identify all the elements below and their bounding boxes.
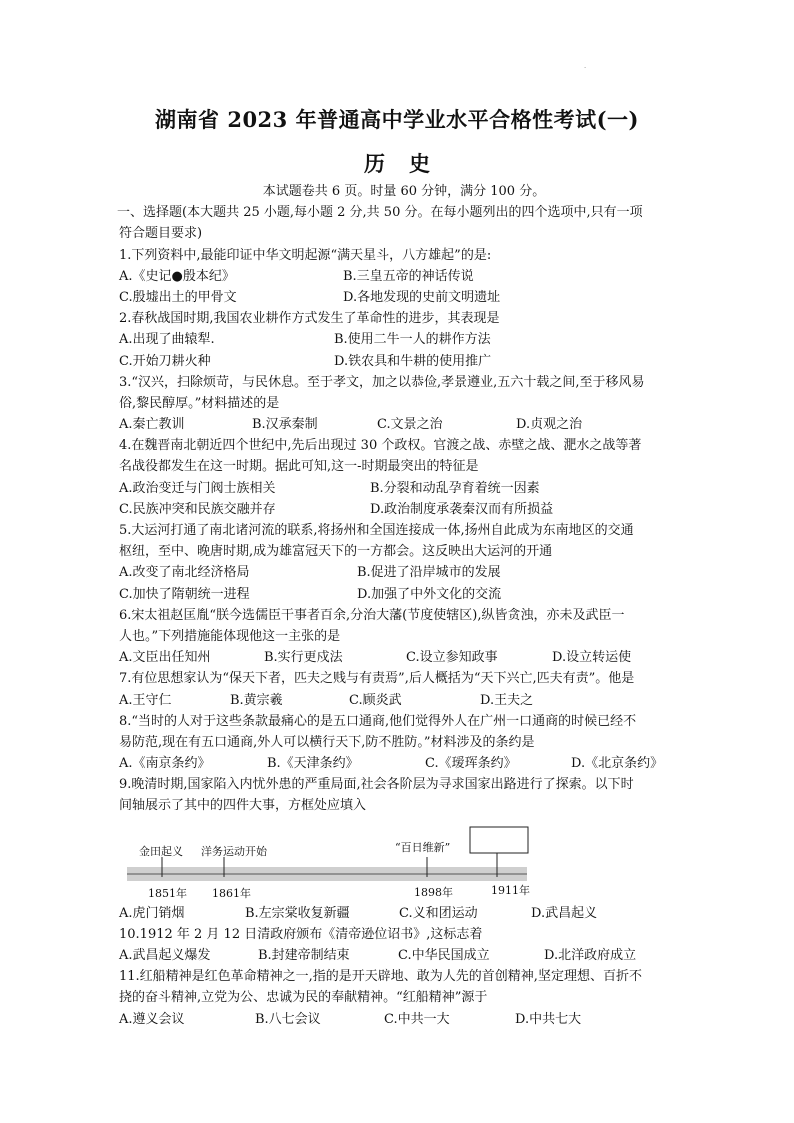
option-c[interactable]: C.义和团运动 [399, 905, 478, 921]
option-row [119, 690, 689, 711]
option-c[interactable]: C.开始刀耕火种 [119, 353, 211, 369]
event-jintian: 金田起义 [139, 844, 183, 858]
option-d[interactable]: D.铁农具和牛耕的使用推广 [334, 353, 492, 369]
question-stem: 8.“当时的人对于这些条款最痛心的是五口通商,他们觉得外人在广州一口通商的时候已经不 [119, 713, 637, 729]
option-row [119, 903, 689, 924]
option-row [119, 945, 689, 966]
question-stem-cont: 挠的奋斗精神,立党为公、忠诚为民的奉献精神。“红船精神”源于 [119, 990, 488, 1006]
option-b[interactable]: B.分裂和动乱孕育着统一因素 [370, 480, 540, 496]
question-stem: 7.有位思想家认为“保天下者，匹夫之贱与有责焉”,后人概括为“天下兴亡,匹夫有责”。他是 [119, 671, 635, 687]
option-b[interactable]: B.三皇五帝的神话传说 [343, 268, 474, 284]
question-stem: 4.在魏晋南北朝近四个世纪中,先后出现过 30 个政权。官渡之战、赤壁之战、淝水之战等著 [119, 438, 642, 454]
question-stem: 3.“汉兴，扫除烦苛，与民休息。至于孝文，加之以恭俭,孝景遵业,五六十载之间,至于移风易 [119, 374, 645, 390]
option-b[interactable]: B.黄宗羲 [230, 692, 283, 708]
option-d[interactable]: D.各地发现的史前文明遗址 [343, 289, 501, 305]
question-stem: 6.宋太祖赵匡胤“朕今选儒臣干事者百余,分治大藩(节度使辖区),纵皆贪浊，亦未及武臣一 [119, 607, 625, 623]
question-stem-cont: 名战役都发生在这一时期。据此可知,这一-时期最突出的特征是 [119, 459, 479, 475]
option-row [119, 478, 689, 499]
option-d[interactable]: D.加强了中外文化的交流 [357, 586, 502, 602]
option-b[interactable]: B.实行更戍法 [264, 650, 343, 666]
option-a[interactable]: A.出现了曲辕犁. [119, 332, 215, 348]
option-c[interactable]: C.文景之治 [377, 417, 443, 433]
question-stem: 9.晚清时期,国家陷入内忧外患的严重局面,社会各阶层为寻求国家出路进行了探索。以下时 [119, 777, 634, 793]
option-row [119, 351, 689, 372]
question-3 [119, 372, 689, 436]
question-2 [119, 308, 689, 372]
question-stem-cont: 易防范,现在有五口通商,外人可以横行天下,防不胜防。”材料涉及的条约是 [119, 734, 535, 750]
event-yangwu: 洋务运动开始 [201, 844, 267, 858]
option-row [119, 647, 689, 668]
timeline-figure [119, 819, 689, 903]
option-row [119, 266, 689, 287]
option-b[interactable]: B.汉承秦制 [252, 417, 318, 433]
question-stem-cont: 间轴展示了其中的四件大事，方框处应填入 [119, 798, 367, 814]
question-6 [119, 605, 689, 669]
option-a[interactable]: A.《史记●殷本纪》 [119, 268, 235, 284]
option-b[interactable]: B.封建帝制结束 [258, 948, 350, 963]
option-row [119, 329, 689, 350]
section-instructions-cont: 符合题目要求) [119, 226, 203, 242]
option-a[interactable]: A.改变了南北经济格局 [119, 565, 250, 581]
option-a[interactable]: A.秦亡教训 [119, 417, 185, 433]
option-a[interactable]: A.武昌起义爆发 [119, 948, 211, 963]
option-row [119, 414, 689, 435]
option-d[interactable]: D.设立转运使 [552, 650, 632, 666]
question-7 [119, 668, 689, 710]
exam-intro: 本试题卷共 6 页。时量 60 分钟，满分 100 分。 [262, 184, 546, 199]
option-row [119, 1009, 689, 1030]
option-c[interactable]: C.中华民国成立 [398, 948, 490, 963]
question-stem: 11.红船精神是红色革命精神之一,指的是开天辟地、敢为人先的首创精神,坚定理想、百折不 [119, 969, 642, 985]
question-stem-cont: 人也。”下列措施能体现他这一主张的是 [119, 628, 341, 644]
option-d[interactable]: D.武昌起义 [531, 905, 598, 921]
question-stem: 1.下列资料中,最能印证中华文明起源“满天星斗，八方雄起”的是: [119, 247, 492, 263]
section-instructions: 一、选择题(本大题共 25 小题,每小题 2 分,共 50 分。在每小题列出的四个选项中,只有一项 [117, 205, 643, 221]
option-b[interactable]: B.八七会议 [255, 1011, 321, 1027]
option-d[interactable]: D.贞观之治 [516, 417, 583, 433]
option-c[interactable]: C.加快了隋朝统一进程 [119, 586, 250, 602]
option-c[interactable]: C.中共一大 [384, 1011, 450, 1027]
question-4 [119, 435, 689, 520]
option-c[interactable]: C.民族冲突和民族交融并存 [119, 501, 276, 517]
option-b[interactable]: B.左宗棠收复新疆 [245, 905, 350, 921]
option-a[interactable]: A.文臣出任知州 [119, 650, 211, 666]
question-stem-cont: 枢纽，至中、晚唐时期,成为雄富冠天下的一方都会。这反映出大运河的开通 [119, 544, 553, 560]
year-1898: 1898年 [414, 885, 453, 899]
answer-blank-box [470, 827, 528, 853]
question-stem: 10.1912 年 2 月 12 日清政府颁布《清帝逊位诏书》,这标志着 [119, 926, 483, 942]
option-row [119, 584, 689, 605]
option-b[interactable]: B.使用二牛一人的耕作方法 [334, 332, 491, 348]
option-a[interactable]: A.遵义会议 [119, 1011, 185, 1027]
option-row [119, 753, 689, 774]
year-1851: 1851年 [148, 886, 187, 900]
question-stem: 2.春秋战国时期,我国农业耕作方式发生了革命性的进步，其表现是 [119, 311, 500, 327]
option-d[interactable]: D.王夫之 [480, 692, 534, 708]
option-a[interactable]: A.《南京条约》 [119, 756, 211, 772]
option-d[interactable]: D.中共七大 [515, 1011, 582, 1027]
exam-title: 湖南省 2023 年普通高中学业水平合格性考试(一) [155, 107, 639, 132]
option-c[interactable]: C.殷墟出土的甲骨文 [119, 289, 237, 305]
option-a[interactable]: A.政治变迁与门阀士族相关 [119, 480, 276, 496]
question-stem-cont: 俗,黎民醇厚。”材料描述的是 [119, 395, 280, 411]
question-1 [119, 245, 689, 309]
option-d[interactable]: D.北洋政府成立 [544, 948, 637, 963]
question-5 [119, 520, 689, 605]
option-d[interactable]: D.政治制度承袭秦汉而有所损益 [370, 501, 554, 517]
question-8 [119, 711, 689, 775]
option-b[interactable]: B.《天津条约》 [267, 756, 359, 772]
option-c[interactable]: C.《瑷珲条约》 [425, 756, 517, 772]
year-1861: 1861年 [212, 886, 251, 900]
question-11 [119, 966, 689, 1030]
option-c[interactable]: C.设立参知政事 [406, 650, 498, 666]
question-9 [119, 774, 689, 924]
option-a[interactable]: A.虎门销烟 [119, 905, 185, 921]
question-stem: 5.大运河打通了南北诸河流的联系,将扬州和全国连接成一体,扬州自此成为东南地区的交通 [119, 523, 634, 538]
event-bairi: “百日维新” [395, 840, 451, 854]
option-row [119, 499, 689, 520]
subject-heading: 历史 [364, 151, 454, 176]
decorative-dot: · [584, 65, 586, 72]
option-c[interactable]: C.顾炎武 [349, 692, 402, 708]
option-d[interactable]: D.《北京条约》 [571, 756, 664, 772]
exam-content [119, 181, 689, 1030]
option-row [119, 562, 689, 583]
option-a[interactable]: A.王守仁 [119, 692, 172, 708]
option-b[interactable]: B.促进了沿岸城市的发展 [357, 565, 501, 581]
question-10 [119, 924, 689, 966]
option-row [119, 287, 689, 308]
year-1911: 1911年 [491, 883, 530, 897]
